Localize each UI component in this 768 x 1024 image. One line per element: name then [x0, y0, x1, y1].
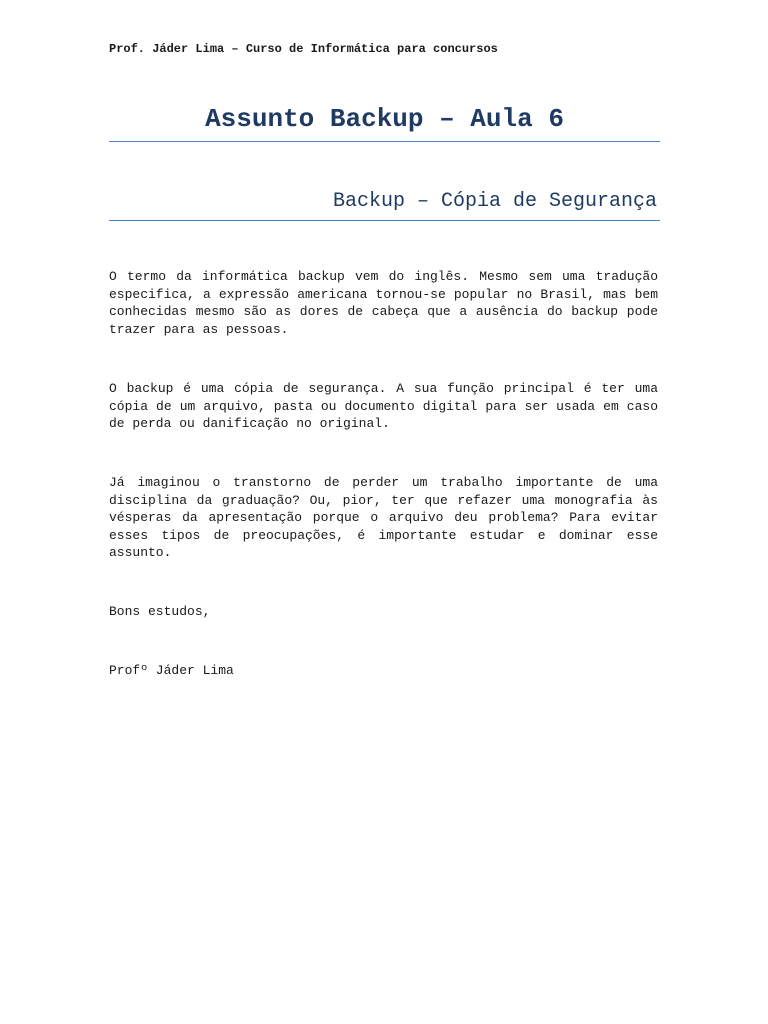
page-header: Prof. Jáder Lima – Curso de Informática para concursos: [109, 42, 498, 56]
section-title: Backup – Cópia de Segurança: [332, 190, 657, 213]
paragraph-motivation: Já imaginou o transtorno de perder um trabalho importante de uma disciplina da graduação? Ou, pior, ter que refazer uma monografia às vésperas da apresentação porque o arquivo deu problema? Para evitar esses tipos de preocupações, é importante estudar e dominar esse assunto.: [109, 475, 658, 561]
title-divider: [109, 141, 660, 142]
paragraph-intro: O termo da informática backup vem do inglês. Mesmo sem uma tradução especifica, a expressão americana tornou-se popular no Brasil, mas bem conhecidas mesmo são as dores de cabeça que a ausência do backup pode trazer para as pessoas.: [109, 269, 658, 337]
author-signature: Profº Jáder Lima: [109, 663, 234, 678]
section-divider: [109, 220, 660, 221]
closing-line: Bons estudos,: [109, 604, 211, 619]
lesson-title: Assunto Backup – Aula 6: [205, 104, 564, 134]
paragraph-definition: O backup é uma cópia de segurança. A sua função principal é ter uma cópia de um arquivo, pasta ou documento digital para ser usada em caso de perda ou danificação no original.: [109, 381, 658, 432]
